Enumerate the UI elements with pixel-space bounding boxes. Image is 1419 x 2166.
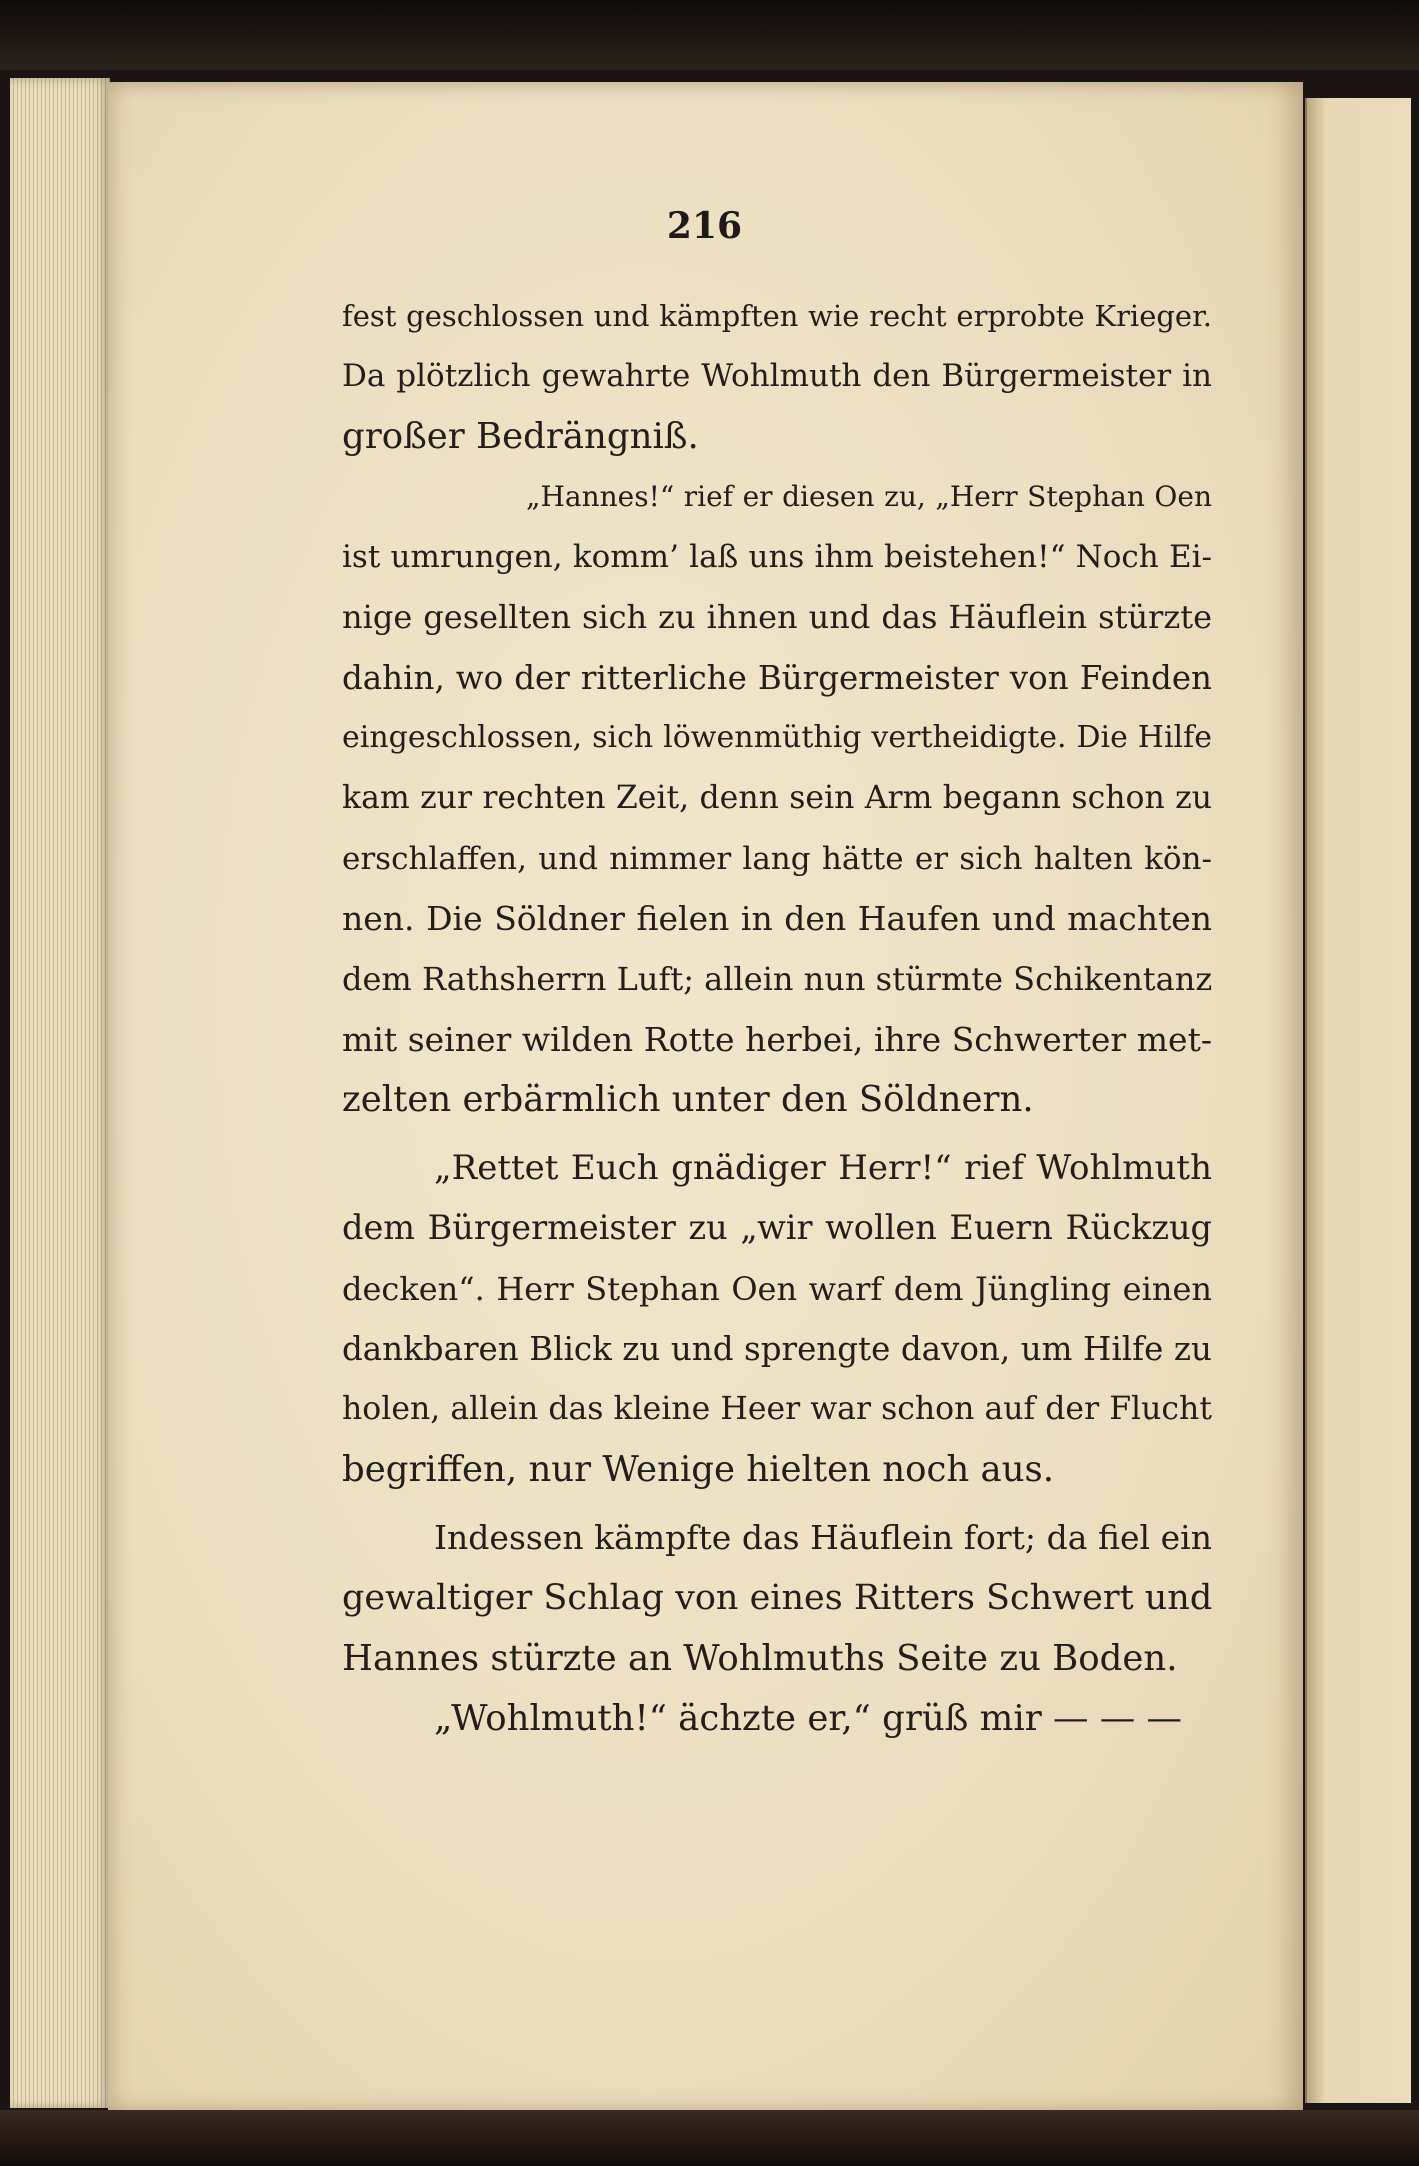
facing-page-edge <box>1305 98 1411 2103</box>
text-line: gewaltiger Schlag von eines Ritters Schwert und <box>342 1578 1213 1619</box>
paragraph-5 <box>342 1689 1212 1749</box>
text-line: dem Rathsherrn Luft; allein nun stürmte Schikentanz <box>342 960 1213 999</box>
text-line: eingeschlossen, sich löwenmüthig vertheidigte. Die Hilfe <box>342 720 1212 756</box>
text-line: „Hannes!“ rief er diesen zu, „Herr Stephan Oen <box>526 479 1212 513</box>
text-line: decken“. Herr Stephan Oen warf dem Jüngling einen <box>342 1269 1212 1308</box>
paragraph-4 <box>342 1508 1212 1689</box>
text-line: „Wohlmuth!“ ächzte er,“ grüß mir — — — <box>434 1697 1183 1739</box>
text-line: Hannes stürzte an Wohlmuths Seite zu Boden. <box>342 1637 1178 1679</box>
text-line: nen. Die Söldner fielen in den Haufen und machten <box>342 898 1212 938</box>
text-line: Indessen kämpfte das Häuflein fort; da fiel ein <box>434 1517 1212 1557</box>
text-line: dem Bürgermeister zu „wir wollen Euern Rückzug <box>342 1208 1212 1248</box>
text-line: Da plötzlich gewahrte Wohlmuth den Bürgermeister in <box>342 358 1212 395</box>
paragraph-3 <box>342 1138 1212 1500</box>
paragraph-2 <box>342 467 1212 1130</box>
book-cover-top-edge <box>0 0 1419 70</box>
text-line: fest geschlossen und kämpften wie recht erprobte Krieger. <box>342 299 1212 333</box>
book-cover-bottom-edge <box>0 2110 1419 2166</box>
text-line: erschlaffen, und nimmer lang hätte er sich halten kön- <box>342 840 1212 877</box>
text-line: kam zur rechten Zeit, denn sein Arm begann schon zu <box>342 780 1212 817</box>
text-line: holen, allein das kleine Heer war schon auf der Flucht <box>342 1391 1212 1428</box>
page-stack-edges <box>10 78 110 2108</box>
page-number <box>0 205 1419 247</box>
text-line: dahin, wo der ritterliche Bürgermeister von Feinden <box>342 658 1212 697</box>
text-line: nige gesellten sich zu ihnen und das Häuflein stürzte <box>342 598 1212 637</box>
text-line: mit seiner wilden Rotte herbei, ihre Schwerter met- <box>342 1019 1212 1059</box>
text-line: zelten erbärmlich unter den Söldnern. <box>342 1078 1034 1120</box>
text-line: begriffen, nur Wenige hielten noch aus. <box>342 1448 1055 1490</box>
page-number-text: 216 <box>666 205 743 247</box>
text-line: „Rettet Euch gnädiger Herr!“ rief Wohlmuth <box>434 1148 1212 1189</box>
page-body-text <box>342 286 1212 1749</box>
text-line: ist umrungen, komm’ laß uns ihm beistehen!“ Noch Ei- <box>342 539 1212 576</box>
paragraph-1 <box>342 286 1212 467</box>
text-line: großer Bedrängniß. <box>342 415 699 457</box>
text-line: dankbaren Blick zu und sprengte davon, um Hilfe zu <box>342 1330 1212 1369</box>
